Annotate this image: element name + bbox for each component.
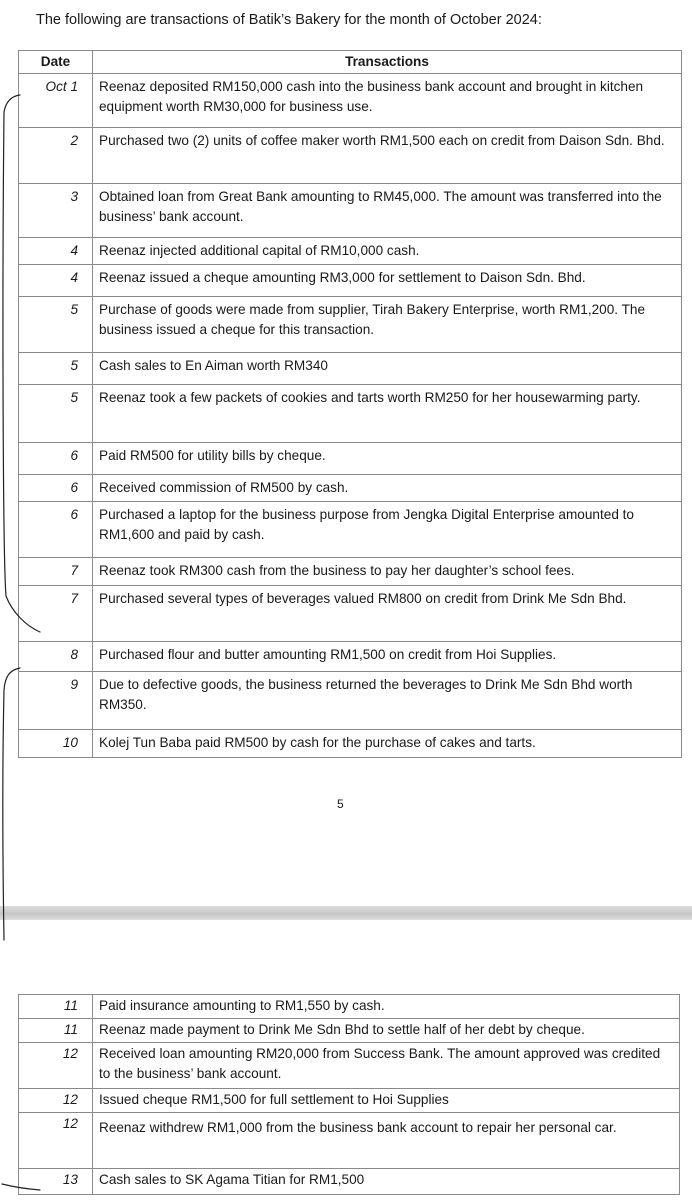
- table-row: [19, 74, 682, 128]
- row-transaction: Purchased several types of beverages valued RM800 on credit from Drink Me Sdn Bhd.: [93, 586, 682, 642]
- row-date: 8: [19, 642, 93, 672]
- row-transaction: Received loan amounting RM20,000 from Success Bank. The amount approved was credited to the business’ bank account.: [93, 1043, 680, 1089]
- row-date: 3: [19, 184, 93, 238]
- row-date: 5: [19, 297, 93, 353]
- date-column-header: Date: [19, 51, 93, 74]
- table-row: [19, 730, 682, 758]
- row-date: 9: [19, 672, 93, 730]
- row-date: 10: [19, 730, 93, 758]
- row-date: 12: [19, 1089, 93, 1113]
- row-transaction: Purchased two (2) units of coffee maker worth RM1,500 each on credit from Daison Sdn. Bhd.: [93, 128, 682, 184]
- document-heading: The following are transactions of Batik’s Bakery for the month of October 2024:: [36, 12, 542, 28]
- row-transaction: Reenaz took RM300 cash from the business to pay her daughter’s school fees.: [93, 558, 682, 586]
- row-transaction: Purchase of goods were made from supplier, Tirah Bakery Enterprise, worth RM1,200. The business issued a cheque for this transaction.: [93, 297, 682, 353]
- row-date: 11: [19, 1019, 93, 1043]
- page-number: 5: [337, 797, 344, 811]
- table-row: [19, 443, 682, 475]
- table-row: [19, 1019, 680, 1043]
- row-date: 5: [19, 353, 93, 385]
- row-transaction: Reenaz injected additional capital of RM10,000 cash.: [93, 238, 682, 265]
- row-date: 6: [19, 443, 93, 475]
- table-row: [19, 385, 682, 443]
- transactions-table-page-2: [18, 994, 680, 1195]
- table-row: [19, 128, 682, 184]
- row-transaction: Received commission of RM500 by cash.: [93, 475, 682, 502]
- table-row: [19, 1089, 680, 1113]
- row-transaction: Cash sales to En Aiman worth RM340: [93, 353, 682, 385]
- table-row: [19, 502, 682, 558]
- row-date: 13: [19, 1169, 93, 1195]
- row-transaction: Reenaz issued a cheque amounting RM3,000 for settlement to Daison Sdn. Bhd.: [93, 265, 682, 297]
- table-row: [19, 297, 682, 353]
- row-transaction: Reenaz took a few packets of cookies and tarts worth RM250 for her housewarming party.: [93, 385, 682, 443]
- row-date: 4: [19, 238, 93, 265]
- table-row: [19, 353, 682, 385]
- row-date: 12: [19, 1043, 93, 1089]
- transactions-column-header: Transactions: [93, 51, 682, 74]
- transactions-table-page-1: [18, 50, 682, 758]
- row-transaction: Due to defective goods, the business returned the beverages to Drink Me Sdn Bhd worth RM350.: [93, 672, 682, 730]
- table-row: [19, 558, 682, 586]
- table-header-row: [19, 51, 682, 74]
- row-transaction: Reenaz withdrew RM1,000 from the business bank account to repair her personal car.: [93, 1113, 680, 1169]
- table-row: [19, 1169, 680, 1195]
- row-transaction: Purchased flour and butter amounting RM1,500 on credit from Hoi Supplies.: [93, 642, 682, 672]
- row-transaction: Cash sales to SK Agama Titian for RM1,500: [93, 1169, 680, 1195]
- table-row: [19, 672, 682, 730]
- row-transaction: Kolej Tun Baba paid RM500 by cash for the purchase of cakes and tarts.: [93, 730, 682, 758]
- table-row: [19, 475, 682, 502]
- row-date: 7: [19, 558, 93, 586]
- table-row: [19, 238, 682, 265]
- row-transaction: Reenaz made payment to Drink Me Sdn Bhd to settle half of her debt by cheque.: [93, 1019, 680, 1043]
- row-transaction: Purchased a laptop for the business purpose from Jengka Digital Enterprise amounted to RM1,600 and paid by cash.: [93, 502, 682, 558]
- row-transaction: Reenaz deposited RM150,000 cash into the business bank account and brought in kitchen equipment worth RM30,000 for business use.: [93, 74, 682, 128]
- table-row: [19, 995, 680, 1019]
- row-transaction: Issued cheque RM1,500 for full settlement to Hoi Supplies: [93, 1089, 680, 1113]
- row-date: 12: [19, 1113, 93, 1169]
- table-row: [19, 586, 682, 642]
- row-date: 6: [19, 475, 93, 502]
- row-transaction: Paid insurance amounting to RM1,550 by cash.: [93, 995, 680, 1019]
- row-date: 5: [19, 385, 93, 443]
- row-transaction: Obtained loan from Great Bank amounting to RM45,000. The amount was transferred into the business’ bank account.: [93, 184, 682, 238]
- table-row: [19, 265, 682, 297]
- row-date: 7: [19, 586, 93, 642]
- row-date: 4: [19, 265, 93, 297]
- table-row: [19, 642, 682, 672]
- page-break-separator: [0, 906, 692, 920]
- table-row: [19, 1043, 680, 1089]
- row-date: 11: [19, 995, 93, 1019]
- row-date: Oct 1: [19, 74, 93, 128]
- row-date: 6: [19, 502, 93, 558]
- table-row: [19, 1113, 680, 1169]
- row-transaction: Paid RM500 for utility bills by cheque.: [93, 443, 682, 475]
- row-date: 2: [19, 128, 93, 184]
- table-row: [19, 184, 682, 238]
